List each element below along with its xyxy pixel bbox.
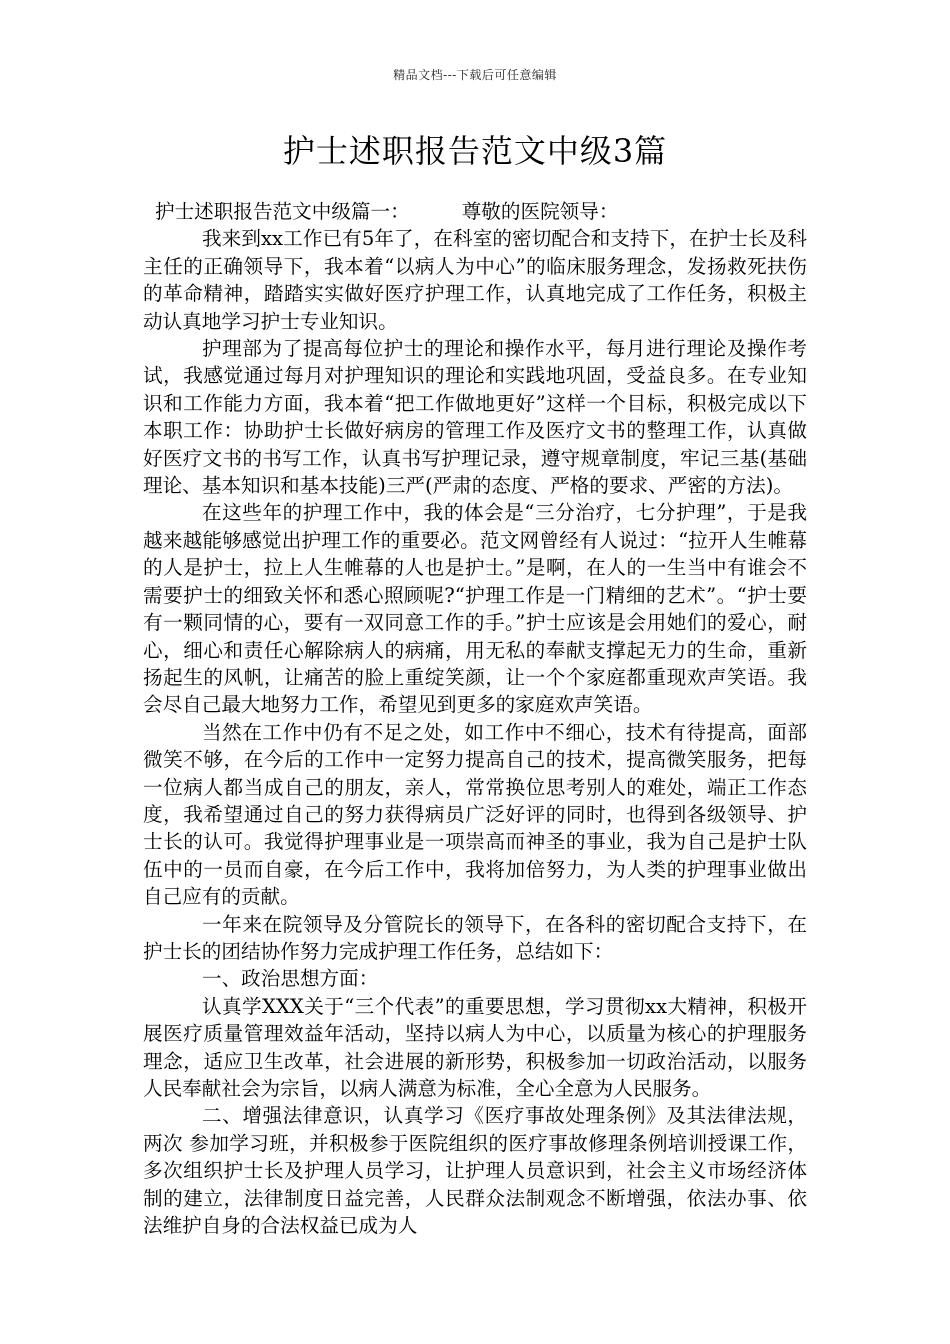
document-body: [143, 198, 807, 1239]
intro-label: 护士述职报告范文中级篇一：: [155, 200, 410, 223]
intro-line: [143, 198, 807, 225]
paragraph-3: 在这些年的护理工作中，我的体会是“三分治疗，七分护理”，于是我越来越能够感觉出护理工作的重要必。范文网曾经有人说过：“拉开人生帷幕的人是护士，拉上人生帷幕的人也是护士。”是啊，在人的一生当中有谁会不需要护士的细致关怀和悉心照顾呢?“护理工作是一门精细的艺术”。“护士要有一颗同情的心，要有一双同意工作的手。”护士应该是会用她们的爱心，耐心，细心和责任心解除病人的病痛，用无私的奉献支撑起无力的生命，重新扬起生的风帆，让痛苦的脸上重绽笑颜，让一个个家庭都重现欢声笑语。我会尽自己最大地努力工作，希望见到更多的家庭欢声笑语。: [143, 501, 807, 717]
document-title: 护士述职报告范文中级3篇: [282, 132, 668, 170]
paragraph-4: 当然在工作中仍有不足之处，如工作中不细心，技术有待提高，面部微笑不够，在今后的工作中一定努力提高自己的技术，提高微笑服务，把每一位病人都当成自己的朋友，亲人，常常换位思考别人的难处，端正工作态度，我希望通过自己的努力获得病员广泛好评的同时，也得到各级领导、护士长的认可。我觉得护理事业是一项崇高而神圣的事业，我为自己是护士队伍中的一员而自豪，在今后工作中，我将加倍努力，为人类的护理事业做出自己应有的贡献。: [143, 720, 807, 909]
paragraph-7: 二、增强法律意识，认真学习《医疗事故处理条例》及其法律法规，两次 参加学习班，并积极参于医院组织的医疗事故修理条例培训授课工作，多次组织护士长及护理人员学习，让护理人员意识到，社会主义市场经济体制的建立，法律制度日益完善，人民群众法制观念不断增强，依法办事、依法维护自身的合法权益已成为人: [143, 1104, 807, 1238]
section-heading-politics: 一、政治思想方面：: [202, 967, 379, 991]
paragraph-2: 护理部为了提高每位护士的理论和操作水平，每月进行理论及操作考试，我感觉通过每月对护理知识的理论和实践地巩固，受益良多。在专业知识和工作能力方面，我本着“把工作做地更好”这样一个目标，积极完成以下本职工作：协助护士长做好病房的管理工作及医疗文书的整理工作，认真做好医疗文书的书写工作，认真书写护理记录，遵守规章制度，牢记三基(基础理论、基本知识和基本技能)三严(严肃的态度、严格的要求、严密的方法)。: [143, 337, 807, 498]
paragraph-5: 一年来在院领导及分管院长的领导下，在各科的密切配合支持下，在护士长的团结协作努力完成护理工作任务，总结如下：: [143, 912, 807, 963]
header-note: 精品文档---下载后可任意编辑: [393, 68, 557, 82]
paragraph-6: 认真学XXX关于“三个代表”的重要思想，学习贯彻xx大精神，积极开展医疗质量管理效益年活动，坚持以病人为中心，以质量为核心的护理服务理念，适应卫生改革，社会进展的新形势，积极参加一切政治活动，以服务人民奉献社会为宗旨，以病人满意为标准，全心全意为人民服务。: [143, 994, 807, 1100]
paragraph-1: 我来到xx工作已有5年了，在科室的密切配合和支持下，在护士长及科主任的正确领导下，我本着“以病人为中心”的临床服务理念，发扬救死扶伤的革命精神，踏踏实实做好医疗护理工作，认真地完成了工作任务，积极主动认真地学习护士专业知识。: [143, 227, 807, 333]
intro-greeting: 尊敬的医院领导：: [461, 200, 619, 223]
